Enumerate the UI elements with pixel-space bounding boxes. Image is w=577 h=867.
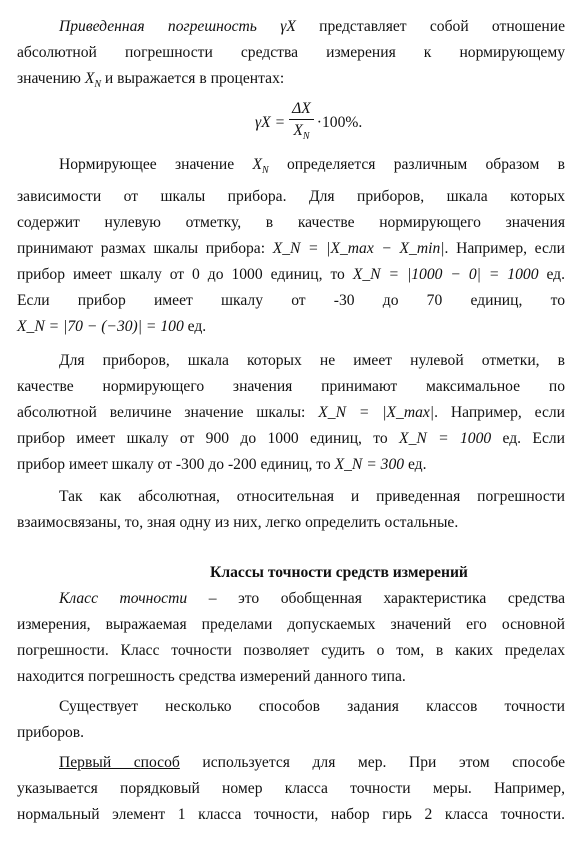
symbol-gamma-x: γX bbox=[280, 18, 296, 35]
term-reduced-error: Приведенная погрешность bbox=[59, 18, 257, 35]
text-fragment: представляет собой отношение bbox=[319, 18, 566, 35]
text-fragment: – это обобщенная характеристика средства bbox=[208, 590, 565, 607]
text-fragment: используется для мер. При этом способе bbox=[202, 754, 565, 771]
formula-inline: X_N = |70 − (−30)| = 100 bbox=[17, 318, 184, 335]
formula-numerator: ΔX bbox=[289, 99, 314, 120]
formula-reduced-error bbox=[17, 98, 565, 148]
formula-inline: X_N = 1000 bbox=[399, 430, 492, 447]
text-line: абсолютной погрешности средства измерения к нормирующему bbox=[17, 44, 565, 61]
text-fragment: прибор имеет шкалу от 0 до 1000 единиц, то bbox=[17, 266, 345, 283]
formula-lhs: γX = bbox=[255, 114, 286, 131]
formula-rhs: ·100%. bbox=[316, 114, 363, 131]
symbol-xn: $X_N$ bbox=[84, 70, 102, 90]
text-fragment: ед. bbox=[187, 318, 207, 335]
text-fragment: . Например, если bbox=[444, 240, 565, 257]
text-line: Существует несколько способов задания классов точности bbox=[59, 698, 565, 715]
document-page bbox=[17, 14, 565, 828]
text-line: нормальный элемент 1 класса точности, набор гирь 2 класса точности. bbox=[17, 806, 565, 823]
text-line: приборов. bbox=[17, 724, 85, 741]
text-fragment: абсолютной величине значение шкалы: bbox=[17, 404, 306, 421]
symbol-xn: $X_N$ bbox=[252, 156, 269, 176]
text-fragment: и выражается в процентах: bbox=[104, 70, 285, 87]
formula-denominator: $X_N$ bbox=[293, 121, 310, 142]
text-line: зависимости от шкалы прибора. Для приборов, шкала которых bbox=[17, 188, 565, 205]
text-line: Если прибор имеет шкалу от -30 до 70 единиц, то bbox=[17, 292, 565, 309]
text-line: содержит нулевую отметку, в качестве нормирующего значения bbox=[17, 214, 565, 231]
text-line: указывается порядковый номер класса точности меры. Например, bbox=[17, 780, 565, 797]
paragraph-methods bbox=[17, 694, 565, 746]
text-fragment: определяется различным образом в bbox=[286, 156, 566, 173]
text-line: измерения, выражаемая пределами допускаемых значений его основной bbox=[17, 616, 565, 633]
text-fragment: ед. bbox=[546, 266, 566, 283]
paragraph-reduced-error bbox=[17, 14, 565, 98]
text-line: погрешности. Класс точности позволяет судить о том, в каких пределах bbox=[17, 642, 565, 659]
text-fragment: прибор имеет шкалу от -300 до -200 единиц, то bbox=[17, 456, 331, 473]
formula-inline: X_N = |1000 − 0| = 1000 bbox=[352, 266, 539, 283]
paragraph-interrelation bbox=[17, 484, 565, 536]
formula-inline: X_N = 300 bbox=[334, 456, 405, 473]
text-line: Для приборов, шкала которых не имеет нулевой отметки, в bbox=[59, 352, 565, 369]
term-first-method: Первый способ bbox=[59, 754, 180, 771]
text-fragment: . Например, если bbox=[434, 404, 565, 421]
paragraph-normalizing-value bbox=[17, 152, 565, 340]
text-line: качестве нормирующего значения принимают максимальное по bbox=[17, 378, 565, 395]
paragraph-first-method bbox=[17, 750, 565, 828]
formula-fraction bbox=[289, 99, 314, 148]
text-fragment: ед. Если bbox=[502, 430, 565, 447]
paragraph-accuracy-class bbox=[17, 586, 565, 690]
paragraph-no-zero-scale bbox=[17, 348, 565, 478]
text-fragment: значению bbox=[17, 70, 81, 87]
text-fragment: Нормирующее значение bbox=[59, 156, 235, 173]
formula-inline: X_N = |X_max| bbox=[318, 404, 435, 421]
text-line: находится погрешность средства измерений данного типа. bbox=[17, 668, 406, 685]
term-accuracy-class: Класс точности bbox=[59, 590, 188, 607]
formula-inline: X_N = |X_max − X_min| bbox=[272, 240, 445, 257]
text-fragment: ед. bbox=[407, 456, 427, 473]
text-line: взаимосвязаны, то, зная одну из них, легко определить остальные. bbox=[17, 514, 459, 531]
text-line: Так как абсолютная, относительная и приведенная погрешности bbox=[59, 488, 565, 505]
text-fragment: прибор имеет шкалу от 900 до 1000 единиц, то bbox=[17, 430, 388, 447]
text-fragment: принимают размах шкалы прибора: bbox=[17, 240, 266, 257]
section-heading: Классы точности средств измерений bbox=[210, 564, 468, 581]
